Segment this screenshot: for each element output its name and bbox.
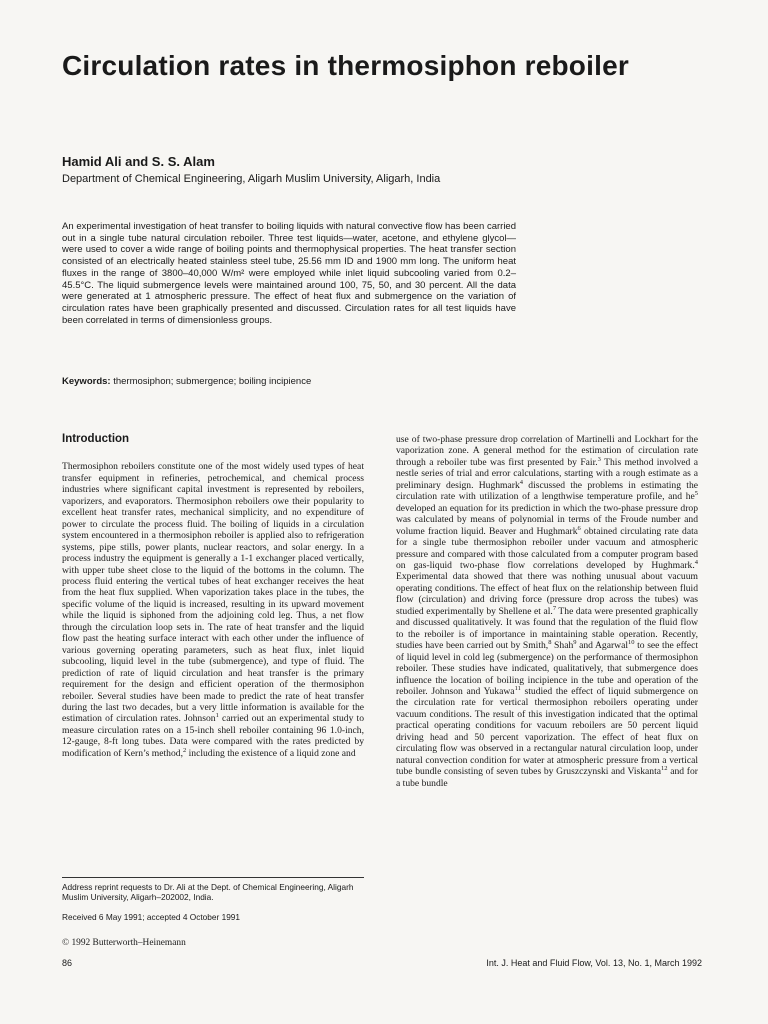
text-run: including the existence of a liquid zone and <box>186 747 356 759</box>
citation-ref: 11 <box>514 684 521 692</box>
text-run: developed an equation for its prediction in which the two-phase pressure drop was calculated by means of polynomial in terms of the Froude number and volume fraction liquid. Beaver and Hughmark <box>396 502 698 537</box>
citation-ref: 4 <box>519 478 524 486</box>
citation-ref: 10 <box>628 638 635 646</box>
text-run: Shah <box>551 640 574 652</box>
left-column <box>62 434 364 759</box>
author-affiliation: Department of Chemical Engineering, Aligarh Muslim University, Aligarh, India <box>62 173 441 185</box>
text-run: carried out an experimental study to measure circulation rates on a 15-inch shell reboiler containing 96 1.0-inch, 12-gauge, 8-ft long tubes. Data were compared with the rates predicted by modification of Kern’s method, <box>62 713 364 759</box>
citation-ref: 4 <box>694 558 698 566</box>
reprint-address: Address reprint requests to Dr. Ali at the Dept. of Chemical Engineering, Aligarh Muslim University, Aligarh–202002, India. <box>62 882 354 903</box>
text-run: and Agarwal <box>576 640 629 652</box>
text-run: and for a tube bundle <box>396 766 698 789</box>
keywords-list: thermosiphon; submergence; boiling incipience <box>113 376 312 387</box>
text-run: The data were presented graphically and discussed qualitatively. It was found that the regulation of the fluid flow to the reboiler is of importance in maintaining stable operation. Recently, studies have been carried out by Smith, <box>396 605 699 652</box>
text-run: discussed the problems in estimating the circulation rate with utilization of a lengthwise temperature profile, and he <box>396 479 698 503</box>
received-date: Received 6 May 1991; accepted 4 October 1991 <box>62 912 241 922</box>
author-names: Hamid Ali and S. S. Alam <box>62 154 215 169</box>
footnote-divider <box>62 877 364 878</box>
citation-ref: 9 <box>573 638 577 646</box>
text-run: This method involved a nestle series of trial and error calculations, starting with a rough estimate as a preliminary design. Hughmark <box>396 456 698 491</box>
text-run: Thermosiphon reboilers constitute one of the most widely used types of heat transfer equipment in refineries, petrochemical, and chemical process industries where significant capital investment is represented by reboilers, vaporizers, and evaporators. Thermosiphon reboilers owe their popularity to excellent heat transfer rates, mechanical simplicity, and no expenditure of power to circulate the process fluid. The boiling of liquids in a circulation system encountered in a thermosiphon reboiler is applied also to refrigeration systems, pipe stills, power plants, nuclear reactors, and solar energy. In a process industry the equipment is generally a 1-1 exchanger placed vertically, with upper tube sheet close to the liquid of the bottoms in the column. The process fluid entering the vertical tubes of heat exchanger receives the heat from the heat flux supplied. When vaporization takes place in the tubes, the specific volume of the liquid is increased, resulting in its upward movement while the liquid is siphoned from the adjoining cold leg. Thus, a net flow through the circulation loop sets in. The rate of heat transfer and the liquid flow past the heating surface interact with each other under the influence of various governing operating parameters, such as heat flux, inlet liquid subcooling, liquid level in the tube (submergence), and type of fluid. The prediction of rate of liquid circulation and heat transfer is the primary requirement for the design and efficient operation of the thermosiphon reboiler. Several studies have been made to predict the rate of heat transfer during the last two decades, but a very little information is available for the estimation of circulation rates. Johnson <box>62 461 364 725</box>
text-run: studied the effect of liquid submergence on the circulation rate for vertical thermosiphon reboilers operating under vacuum conditions. The result of this investigation indicated that the optimal practical operating conditions for vacuum reboilers are 50 percent liquid driving head and 50 percent vaporization. The effect of heat flux on circulating flow was observed in a rectangular natural circulation loop, under natural convection condition for water at atmospheric pressure from a vertical tube bundle consisting of seven tubes by Gruszczynski and Viskanta <box>396 685 698 778</box>
text-run: to see the effect of liquid level in cold leg (submergence) on the performance of thermosiphon reboiler. These studies have indicated, qualitatively, that submergence does influence the location of boiling incipience in the tube and operation of the reboiler. Johnson and Yukawa <box>396 640 698 697</box>
journal-reference: Int. J. Heat and Fluid Flow, Vol. 13, No. 1, March 1992 <box>486 958 702 968</box>
citation-ref: 3 <box>597 455 601 463</box>
text-run: obtained circulating rate data for a single tube thermosiphon reboiler under vacuum and atmospheric pressure and compared with those calculated from a computer program based on gas-liquid two-phase flow correlations developed by Hughmark. <box>396 525 698 571</box>
citation-ref: 12 <box>661 764 668 772</box>
intro-paragraph-right <box>396 434 698 789</box>
section-heading-introduction: Introduction <box>62 433 130 445</box>
keywords-label: Keywords: <box>62 376 111 387</box>
abstract: An experimental investigation of heat transfer to boiling liquids with natural convective flow has been carried out in a single tube natural circulation reboiler. Three test liquids—water, acetone, and ethylene glycol—were used to cover a wide range of boiling points and thermophysical properties. The heat transfer section consisted of an electrically heated stainless steel tube, 25.56 mm ID and 1900 mm long. The uniform heat fluxes in the range of 3800–40,000 W/m² were employed while inlet liquid subcooling varied from 0.2–45.5°C. The liquid submergence levels were maintained around 100, 75, 50, and 30 percent. All the data were generated at 1 atmospheric pressure. The effect of heat flux and submergence on the variation of circulation rates have been graphically presented and discussed. Circulation rates for all test liquids have been correlated in terms of dimensionless groups. <box>62 221 516 326</box>
intro-paragraph-left <box>62 461 364 759</box>
copyright-notice: © 1992 Butterworth–Heinemann <box>62 938 186 948</box>
page-number: 86 <box>62 958 73 968</box>
text-run: Experimental data showed that there was nothing unusual about vacuum operating conditions. The effect of heat flux on the relationship between fluid flow (circulation) and driving force (pressure drop across the tubes) was studied experimentally by Shellene et al. <box>396 571 698 617</box>
citation-ref: 6 <box>577 524 581 532</box>
article-title: Circulation rates in thermosiphon reboiler <box>62 50 629 81</box>
right-column <box>396 434 698 789</box>
citation-ref: 7 <box>552 604 557 612</box>
citation-ref: 1 <box>215 712 219 720</box>
citation-ref: 8 <box>548 638 552 646</box>
text-run: use of two-phase pressure drop correlation of Martinelli and Lockhart for the vaporization zone. A general method for the estimation of circulation rate through a reboiler tube was first presented by Fair. <box>396 434 698 468</box>
keywords <box>62 376 516 387</box>
citation-ref: 5 <box>694 490 698 498</box>
citation-ref: 2 <box>182 746 187 754</box>
